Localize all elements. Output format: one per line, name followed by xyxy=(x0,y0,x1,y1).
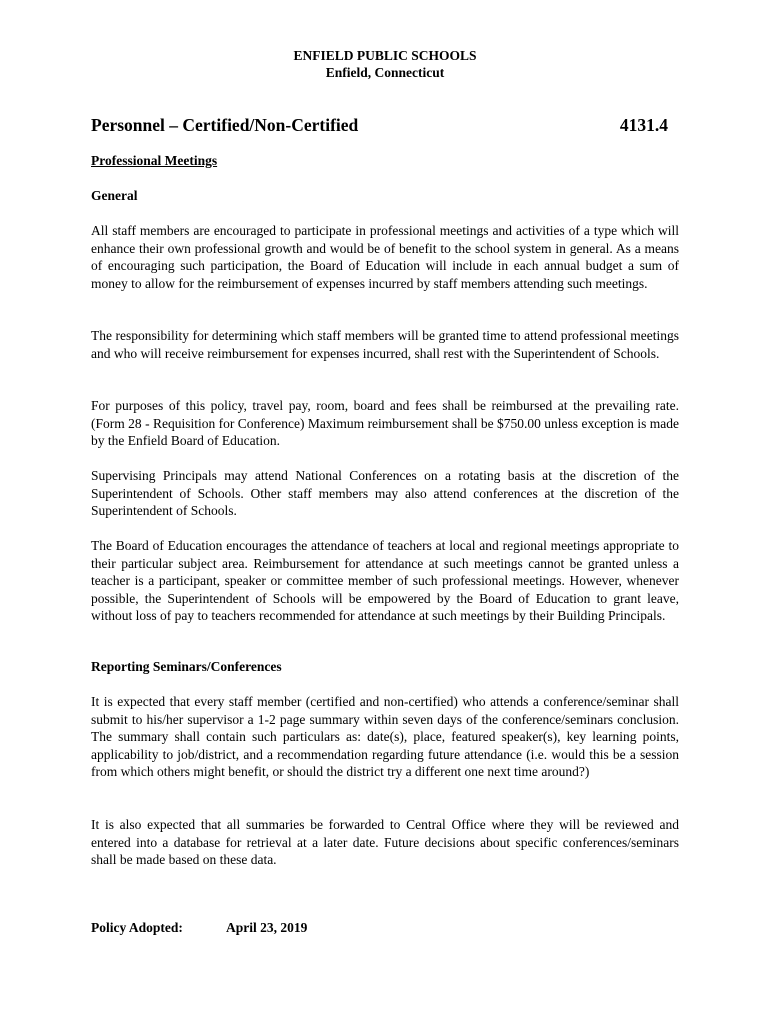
policy-adopted xyxy=(91,919,308,937)
district-name: ENFIELD PUBLIC SCHOOLS xyxy=(293,48,477,63)
paragraph-central-office: It is also expected that all summaries be forwarded to Central Office where they will be reviewed and entered into a database for retrieval at a later date. Future decisions about specific conferences/seminars shall be made based on these data. xyxy=(91,817,679,867)
policy-number: 4131.4 xyxy=(619,115,668,135)
section-heading-reporting: Reporting Seminars/Conferences xyxy=(91,659,282,674)
policy-adopted-date: April 23, 2019 xyxy=(226,920,308,935)
policy-title: Personnel – Certified/Non-Certified xyxy=(91,115,359,135)
section-heading-professional-meetings: Professional Meetings xyxy=(91,153,218,168)
paragraph-responsibility: The responsibility for determining which staff members will be granted time to attend professional meetings and who will receive reimbursement for expenses incurred, shall rest with the Superintendent of Schools. xyxy=(91,328,679,361)
district-location: Enfield, Connecticut xyxy=(325,65,445,80)
section-heading-general: General xyxy=(91,188,138,203)
paragraph-local-meetings: The Board of Education encourages the attendance of teachers at local and regional meetings appropriate to their particular subject area. Reimbursement for attendance at such meetings cannot be granted unless a teacher is a participant, speaker or committee member of such professional meetings. However, whenever possible, the Superintendent of Schools will be empowered by the Board of Education to grant leave, without loss of pay to teachers recommended for attendance at such meetings by their Building Principals. xyxy=(91,538,679,623)
paragraph-reimbursement: For purposes of this policy, travel pay, room, board and fees shall be reimbursed at the prevailing rate. (Form 28 - Requisition for Conference) Maximum reimbursement shall be $750.00 unless exception is made by the Enfield Board of Education. xyxy=(91,398,679,448)
paragraph-national-conferences: Supervising Principals may attend National Conferences on a rotating basis at the discretion of the Superintendent of Schools. Other staff members may also attend conferences at the discretion of the Superintendent of Schools. xyxy=(91,468,679,518)
paragraph-summary-requirement: It is expected that every staff member (certified and non-certified) who attends a conference/seminar shall submit to his/her supervisor a 1-2 page summary within seven days of the conference/seminars conclusion. The summary shall contain such particulars as: date(s), place, featured speaker(s), key learning points, applicability to job/district, and a recommendation regarding future attendance (i.e. would this be a session from which others might benefit, or should the district try a different one next time around?) xyxy=(91,694,679,779)
document-header xyxy=(0,47,770,81)
paragraph-encouragement: All staff members are encouraged to participate in professional meetings and activities of a type which will enhance their own professional growth and would be of benefit to the school system in general. As a means of encouraging such participation, the Board of Education will include in each annual budget a sum of money to allow for the reimbursement of expenses incurred by staff members attending such meetings. xyxy=(91,223,679,291)
policy-adopted-label: Policy Adopted: xyxy=(91,920,183,935)
policy-title-row xyxy=(91,114,668,136)
